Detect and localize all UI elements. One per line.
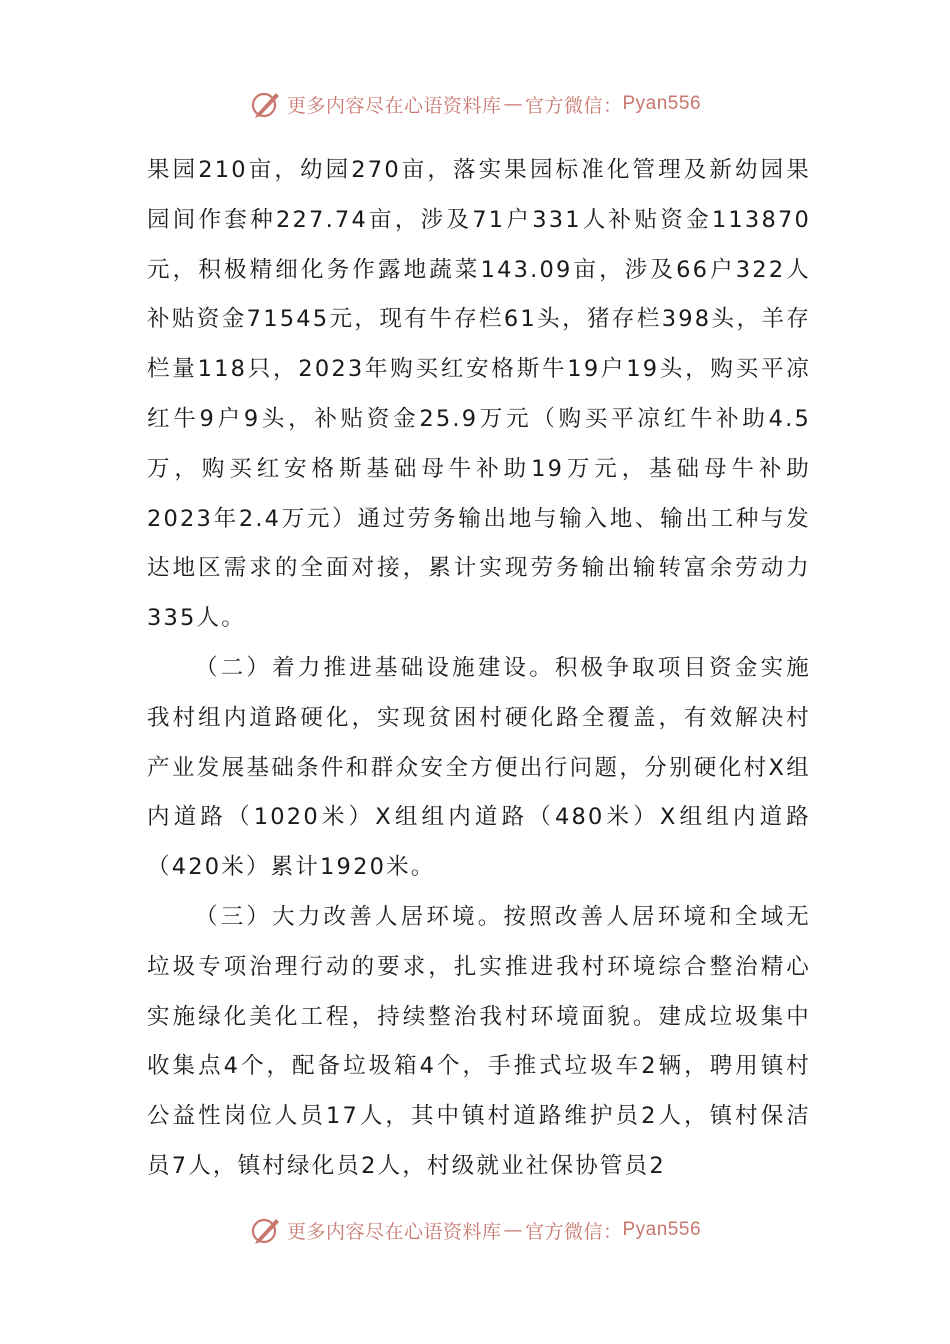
footer-wechat-id: Pyan556: [622, 1219, 702, 1240]
paragraph-2: （二）着力推进基础设施建设。积极争取项目资金实施我村组内道路硬化，实现贫困村硬化路全覆盖，有效解决村产业发展基础条件和群众安全方便出行问题，分别硬化村X组内道路（1020米）X组组内道路（480米）X组组内道路（420米）累计1920米。: [147, 654, 811, 881]
footer-separator: —: [503, 1219, 523, 1241]
footer-banner: [0, 1210, 950, 1250]
footer-banner-text: 更多内容尽在心语资料库: [286, 1220, 502, 1243]
pen-logo-icon: [249, 87, 283, 121]
paragraph-1: 果园210亩，幼园270亩，落实果园标准化管理及新幼园果园间作套种227.74亩，涉及71户331人补贴资金113870元，积极精细化务作露地蔬菜143.09亩，涉及66户322人补贴资金71545元，现有牛存栏61头，猪存栏398头，羊存栏量118只，2023年购买红安格斯牛19户19头，购买平凉红牛9户9头，补贴资金25.9万元（购买平凉红牛补助4.5万，购买红安格斯基础母牛补助19万元，基础母牛补助2023年2.4万元）通过劳务输出地与输入地、输出工种与发达地区需求的全面对接，累计实现劳务输出输转富余劳动力335人。: [147, 157, 811, 632]
header-banner: [0, 84, 950, 124]
header-wechat-label: 官方微信：: [524, 94, 623, 117]
pen-logo-icon: [249, 1213, 283, 1247]
document-body: [147, 146, 811, 1192]
header-wechat-id: Pyan556: [622, 93, 702, 114]
paragraph-3: （三）大力改善人居环境。按照改善人居环境和全域无垃圾专项治理行动的要求，扎实推进我村环境综合整治精心实施绿化美化工程，持续整治我村环境面貌。建成垃圾集中收集点4个，配备垃圾箱4个，手推式垃圾车2辆，聘用镇村公益性岗位人员17人，其中镇村道路维护员2人，镇村保洁员7人，镇村绿化员2人，村级就业社保协管员2: [147, 903, 811, 1179]
header-banner-text: 更多内容尽在心语资料库: [286, 94, 502, 117]
footer-wechat-label: 官方微信：: [524, 1220, 623, 1243]
header-separator: —: [503, 93, 523, 115]
